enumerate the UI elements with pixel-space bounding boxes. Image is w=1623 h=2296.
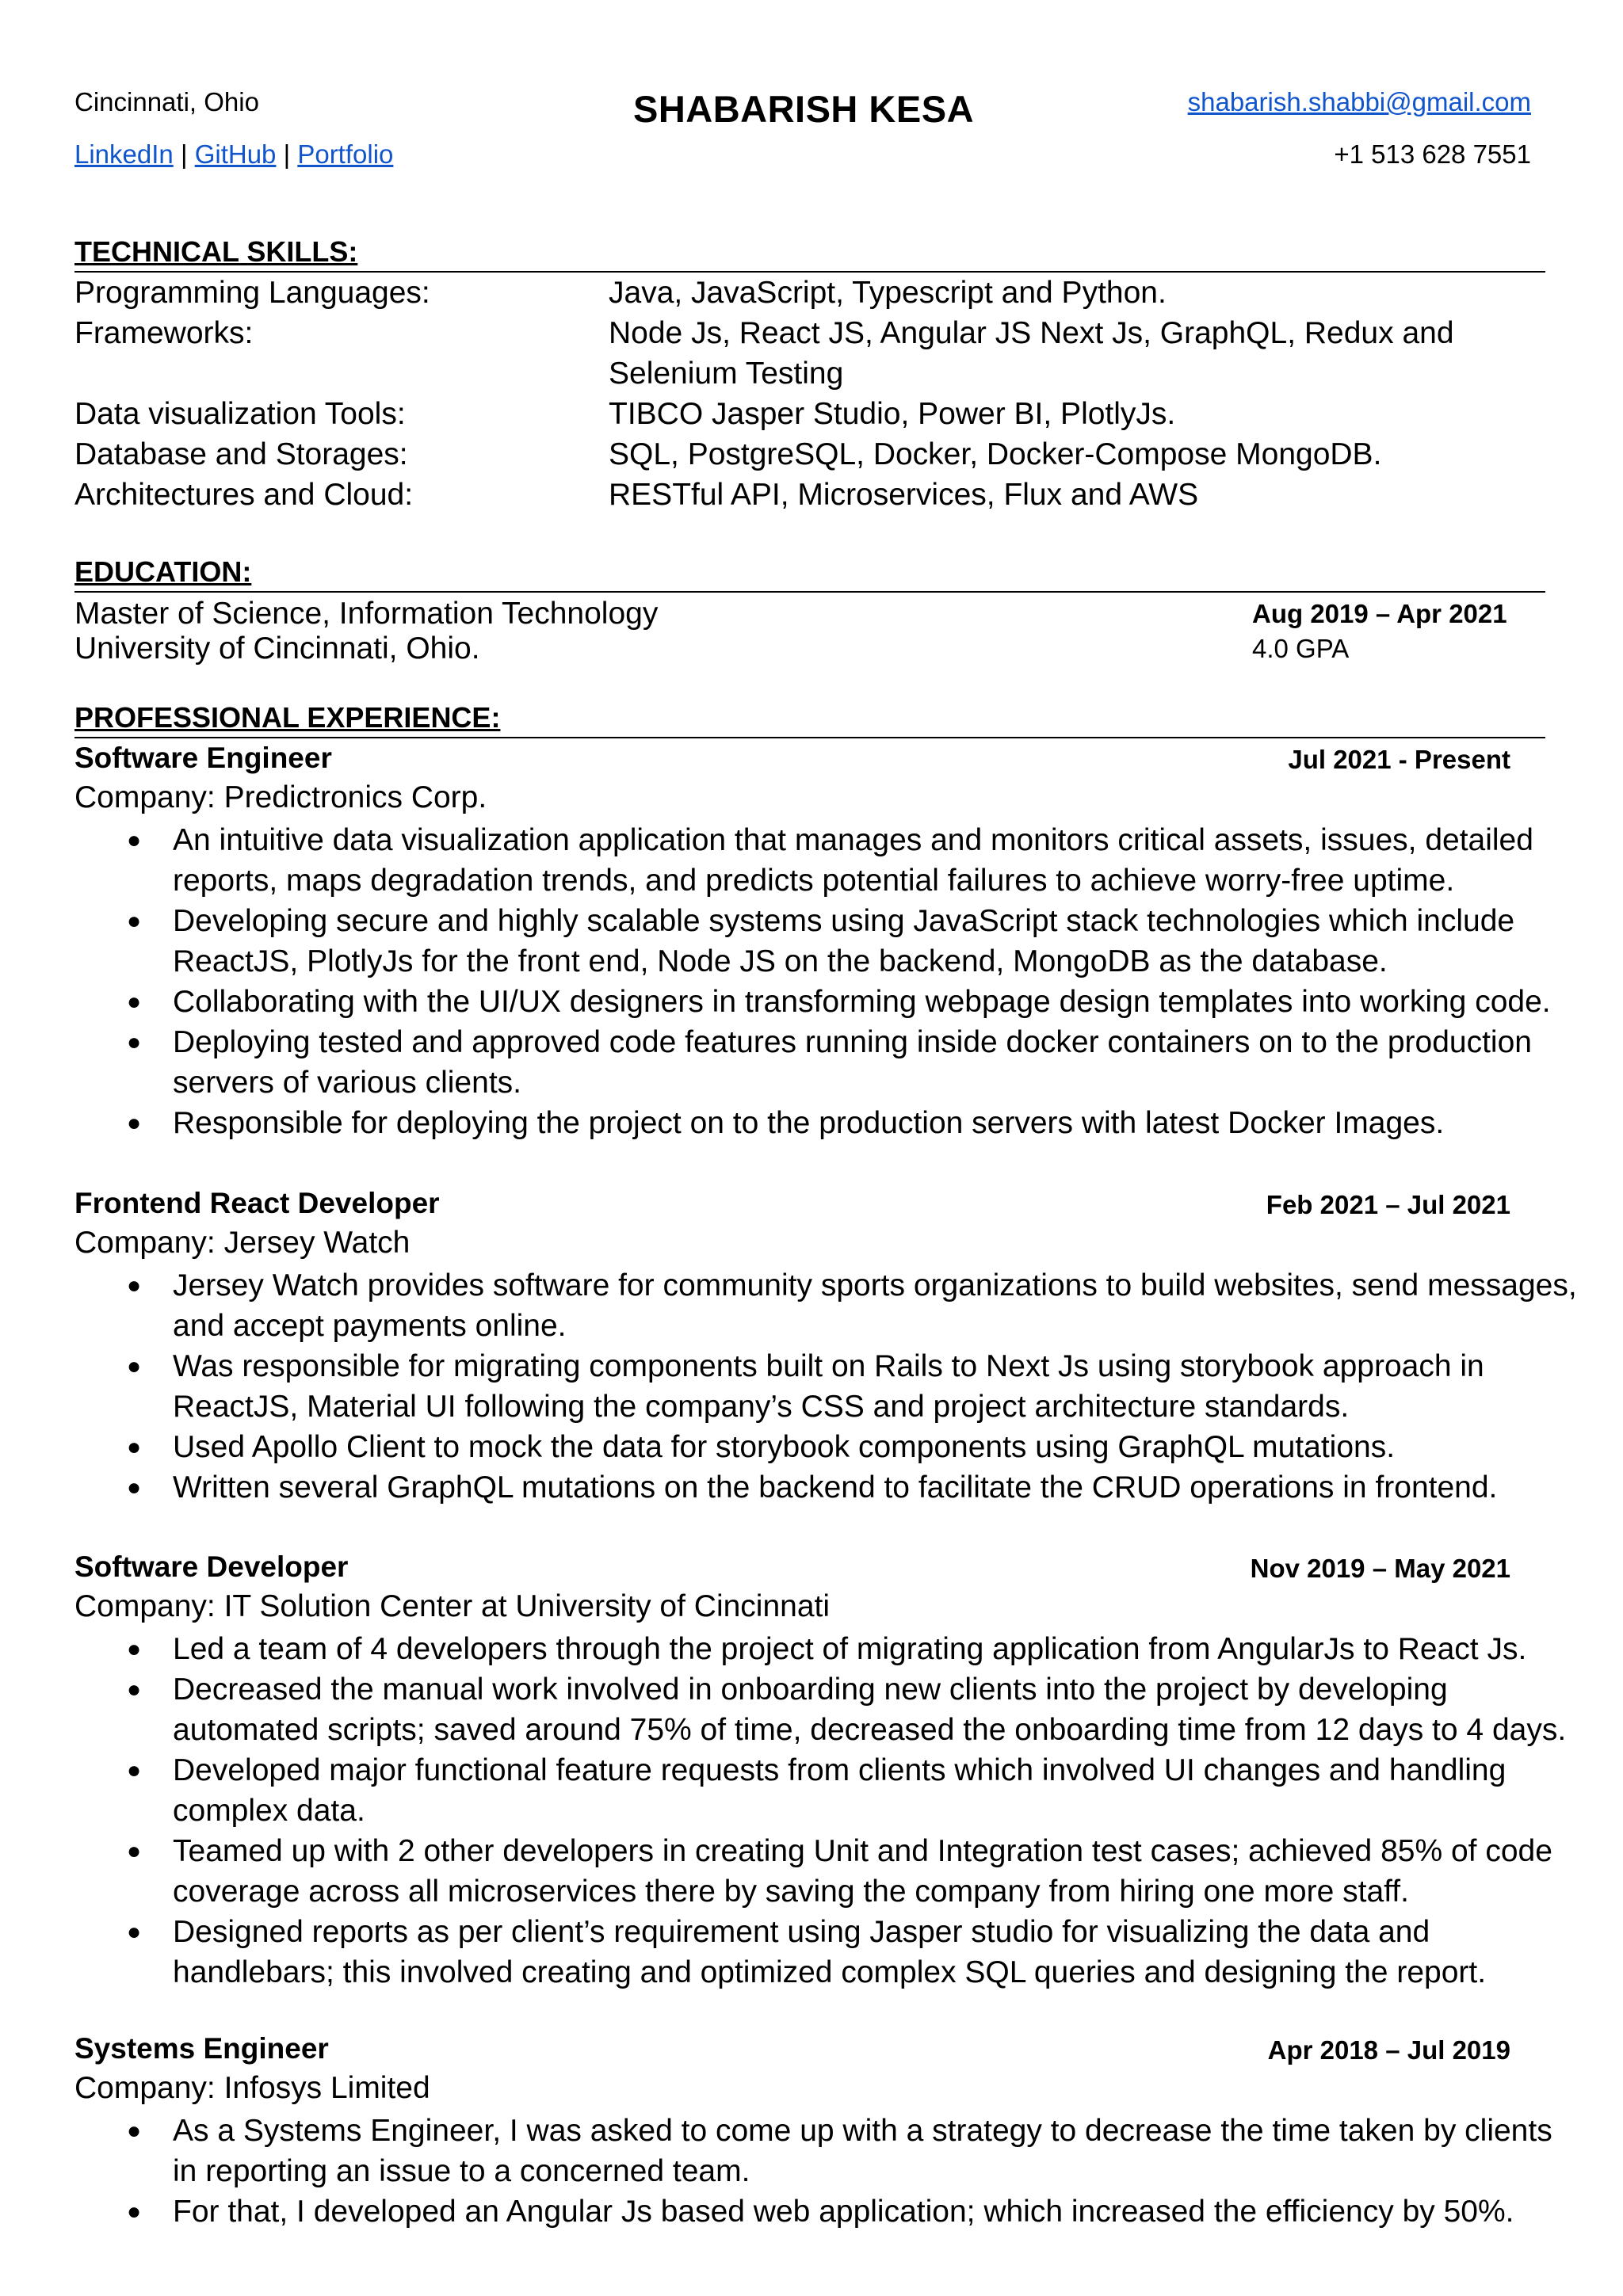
job-dates: Apr 2018 – Jul 2019	[1267, 2035, 1510, 2065]
list-item: ● An intuitive data visualization application that manages and monitors critical assets, issues, detailed reports, maps degradation trends, and predicts potential failures to achieve worry-free uptime.	[0, 820, 1583, 901]
linkedin-link[interactable]: LinkedIn	[74, 139, 174, 169]
phone-number: +1 513 628 7551	[1334, 139, 1531, 169]
profile-links	[74, 139, 393, 170]
skill-label: Frameworks:	[74, 316, 254, 350]
list-item: ● Developing secure and highly scalable systems using JavaScript stack technologies which include ReactJS, PlotlyJs for the front end, Node JS on the backend, MongoDB as the database.	[0, 901, 1583, 982]
bullet-icon: ●	[127, 1757, 142, 1783]
skill-value: Node Js, React JS, Angular JS Next Js, GraphQL, Redux and Selenium Testing	[609, 316, 1454, 391]
job-company: Company: Infosys Limited	[74, 2071, 430, 2105]
skill-row	[74, 475, 1549, 515]
job-title: Frontend React Developer	[74, 1187, 440, 1219]
list-item: ● For that, I developed an Angular Js based web application; which increased the efficiency by 50%.	[0, 2191, 1583, 2232]
education-dates: Aug 2019 – Apr 2021	[1252, 599, 1507, 628]
location: Cincinnati, Ohio	[74, 87, 259, 116]
job-dates: Feb 2021 – Jul 2021	[1266, 1190, 1510, 1219]
skill-label: Programming Languages:	[74, 276, 430, 310]
list-item: ● Decreased the manual work involved in onboarding new clients into the project by developing automated scripts; saved around 75% of time, decreased the onboarding time from 12 days to 4 days.	[0, 1669, 1583, 1750]
job-company: Company: IT Solution Center at University of Cincinnati	[74, 1589, 831, 1623]
list-item: ● Teamed up with 2 other developers in creating Unit and Integration test cases; achieved 85% of code coverage across all microservices there by saving the company from hiring one more staff.	[0, 1831, 1583, 1912]
job-title: Software Engineer	[74, 742, 332, 774]
portfolio-link[interactable]: Portfolio	[297, 139, 394, 169]
skill-row	[74, 273, 1549, 313]
bullet-icon: ●	[127, 1636, 142, 1662]
list-item: ● Used Apollo Client to mock the data for storybook components using GraphQL mutations.	[0, 1427, 1583, 1467]
bullet-icon: ●	[127, 1919, 142, 1945]
link-separator: |	[180, 139, 188, 169]
list-item: ● Designed reports as per client’s requirement using Jasper studio for visualizing the data and handlebars; this involved creating and optimized complex SQL queries and designing the report.	[0, 1912, 1583, 1993]
bullet-icon: ●	[127, 1434, 142, 1460]
bullet-icon: ●	[127, 1110, 142, 1136]
skills-table	[74, 273, 1549, 515]
skill-label: Architectures and Cloud:	[74, 478, 414, 512]
school: University of Cincinnati, Ohio.	[74, 631, 480, 666]
github-link[interactable]: GitHub	[194, 139, 277, 169]
job-bullets	[0, 1265, 1585, 1508]
bullet-icon: ●	[127, 989, 142, 1015]
skill-row	[74, 313, 1549, 394]
section-title-experience: PROFESSIONAL EXPERIENCE:	[74, 699, 1545, 738]
bullet-icon: ●	[127, 1272, 142, 1299]
skill-label: Database and Storages:	[74, 437, 408, 471]
gpa: 4.0 GPA	[1252, 634, 1350, 663]
bullet-icon: ●	[127, 1474, 142, 1501]
job-title: Systems Engineer	[74, 2032, 329, 2065]
skill-value: Java, JavaScript, Typescript and Python.	[609, 276, 1167, 310]
link-separator: |	[283, 139, 291, 169]
list-item: ● Deploying tested and approved code features running inside docker containers on to the production servers of various clients.	[0, 1022, 1583, 1103]
list-item: ● Written several GraphQL mutations on the backend to facilitate the CRUD operations in frontend.	[0, 1467, 1583, 1508]
list-item: ● Was responsible for migrating components built on Rails to Next Js using storybook approach in ReactJS, Material UI following the company’s CSS and project architecture standards.	[0, 1346, 1583, 1427]
job-bullets	[0, 1629, 1585, 1993]
bullet-icon: ●	[127, 1676, 142, 1703]
job-bullets	[0, 2111, 1585, 2232]
job-company: Company: Jersey Watch	[74, 1226, 411, 1260]
section-title-education: EDUCATION:	[74, 553, 1545, 593]
list-item: ● Collaborating with the UI/UX designers in transforming webpage design templates into working code.	[0, 982, 1583, 1022]
job-bullets	[0, 820, 1585, 1143]
candidate-name: SHABARISH KESA	[632, 88, 975, 130]
job-dates: Jul 2021 - Present	[1288, 745, 1510, 774]
job-title: Software Developer	[74, 1550, 349, 1583]
skill-row	[74, 434, 1549, 475]
job-company: Company: Predictronics Corp.	[74, 780, 487, 814]
skill-row	[74, 394, 1549, 434]
bullet-icon: ●	[127, 827, 142, 853]
bullet-icon: ●	[127, 2199, 142, 2225]
list-item: ● Led a team of 4 developers through the project of migrating application from AngularJs to React Js.	[0, 1629, 1583, 1669]
bullet-icon: ●	[127, 908, 142, 934]
job-dates: Nov 2019 – May 2021	[1250, 1554, 1510, 1583]
list-item: ● Responsible for deploying the project on to the production servers with latest Docker Images.	[0, 1103, 1583, 1143]
skill-label: Data visualization Tools:	[74, 397, 406, 431]
skill-value: SQL, PostgreSQL, Docker, Docker-Compose MongoDB.	[609, 437, 1382, 471]
bullet-icon: ●	[127, 2118, 142, 2144]
bullet-icon: ●	[127, 1029, 142, 1055]
degree: Master of Science, Information Technology	[74, 597, 659, 631]
list-item: ● Jersey Watch provides software for community sports organizations to build websites, send messages, and accept payments online.	[0, 1265, 1583, 1346]
bullet-icon: ●	[127, 1353, 142, 1379]
skill-value: TIBCO Jasper Studio, Power BI, PlotlyJs.	[609, 397, 1176, 431]
skill-value: RESTful API, Microservices, Flux and AWS	[609, 478, 1199, 512]
list-item: ● Developed major functional feature requests from clients which involved UI changes and handling complex data.	[0, 1750, 1583, 1831]
list-item: ● As a Systems Engineer, I was asked to come up with a strategy to decrease the time taken by clients in reporting an issue to a concerned team.	[0, 2111, 1583, 2191]
section-title-skills: TECHNICAL SKILLS:	[74, 233, 1545, 273]
email-link[interactable]: shabarish.shabbi@gmail.com	[1187, 87, 1531, 116]
bullet-icon: ●	[127, 1838, 142, 1864]
